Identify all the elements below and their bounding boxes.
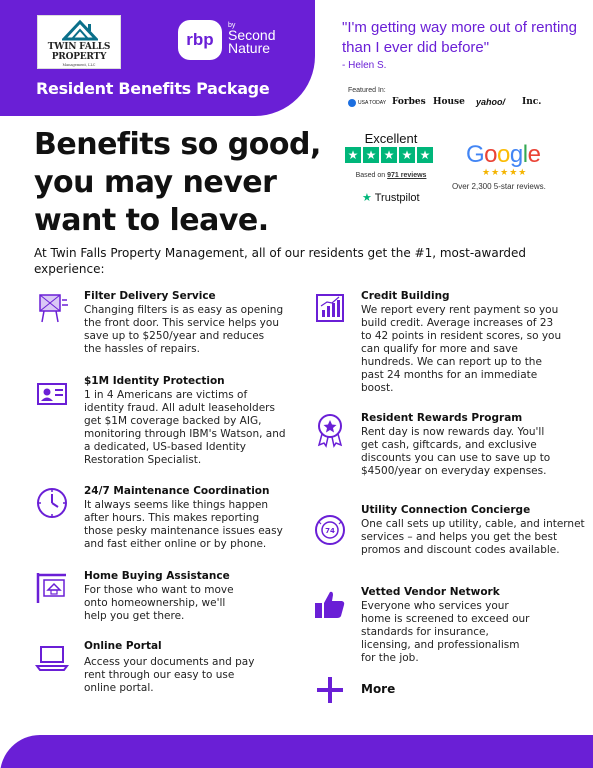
google-review-note: Over 2,300 5-star reviews.	[452, 182, 546, 191]
filter-box-icon	[34, 290, 70, 326]
logo-text-line3: Management, LLC	[62, 63, 96, 67]
benefit-title: Home Buying Assistance	[84, 570, 230, 582]
benefit-maintenance	[34, 485, 289, 565]
benefit-title: Online Portal	[84, 640, 162, 652]
svg-text:74: 74	[325, 527, 335, 535]
partner-name: Second Nature	[228, 27, 276, 56]
benefit-desc: Rent day is now rewards day. You'll get cash, giftcards, and exclusive discounts you can use to save up to $4500/year on everyday expenses.	[361, 426, 551, 477]
trustpilot-star-icon: ★	[362, 192, 372, 204]
home-sign-icon	[34, 570, 70, 606]
thumbs-up-icon	[312, 586, 348, 622]
benefit-title: $1M Identity Protection	[84, 375, 225, 387]
benefit-desc: It always seems like things happen after hours. This makes reporting those pesky maintenance issues easy and fast either online or by phone.	[84, 499, 283, 550]
featured-in-label: Featured In:	[348, 87, 386, 94]
star-icon: ★	[363, 147, 379, 163]
star-icon: ★	[345, 147, 361, 163]
benefit-title: Credit Building	[361, 290, 450, 302]
benefit-desc: For those who want to move onto homeownership, we'll help you get there.	[84, 584, 234, 622]
footer-band	[0, 735, 593, 768]
yahoo-logo: yahoo/	[476, 97, 506, 107]
trustpilot-stars	[345, 147, 433, 163]
logo-text-line1: TWIN FALLS	[47, 42, 111, 52]
forbes-logo: Forbes	[392, 97, 426, 107]
google-logo: Google	[466, 141, 541, 168]
trustpilot-review-count: Based on 971 reviews	[355, 172, 427, 179]
award-ribbon-icon	[312, 412, 348, 448]
star-icon: ★	[417, 147, 433, 163]
id-card-icon	[34, 375, 70, 411]
benefit-desc: We report every rent payment so you build credit. Average increases of 23 to 42 points in resident scores, so you can qualify for more and save hundreds. We can report up to the past 24 months for an immediate boost.	[361, 304, 562, 394]
package-title: Resident Benefits Package	[36, 79, 270, 98]
house-roof-icon	[62, 19, 98, 41]
hero-headline: Benefits so good, you may never want to leave.	[34, 127, 321, 238]
trustpilot-rating-word: Excellent	[364, 131, 418, 146]
partner-by: by	[228, 22, 236, 29]
inc-logo: Inc.	[522, 97, 542, 107]
star-icon: ★	[399, 147, 415, 163]
benefit-credit-building	[312, 290, 572, 410]
benefit-title: Utility Connection Concierge	[361, 504, 531, 516]
benefit-vendor-network	[312, 586, 572, 666]
benefit-identity-protection	[34, 375, 289, 475]
testimonial-quote: "I'm getting way more out of renting than I ever did before"	[342, 19, 577, 56]
star-icon: ★	[381, 147, 397, 163]
benefit-title: Filter Delivery Service	[84, 290, 216, 302]
benefit-more[interactable]	[312, 672, 432, 708]
company-logo	[37, 15, 121, 69]
benefit-title: 24/7 Maintenance Coordination	[84, 485, 270, 497]
benefit-desc: Changing filters is as easy as opening the front door. This service helps you save up to $250/year and reduces the hassles of repairs.	[84, 304, 284, 355]
intro-text: At Twin Falls Property Management, all of our residents get the #1, most-awarded experience:	[34, 246, 527, 276]
benefit-title: Vetted Vendor Network	[361, 586, 500, 598]
bar-chart-icon	[312, 290, 348, 326]
benefit-desc: 1 in 4 Americans are victims of identity fraud. All adult leaseholders get $1M coverage backed by AIG, monitoring through IBM's Watson, and a dedicated, US-based Identity Restoration Specialist.	[84, 389, 286, 466]
header-band	[0, 0, 315, 116]
benefit-filter-delivery	[34, 290, 284, 370]
benefit-desc: Access your documents and pay rent through our easy to use online portal.	[84, 656, 255, 694]
benefit-rewards-program	[312, 412, 572, 497]
clock-icon	[34, 485, 70, 521]
trustpilot-logo: ★ Trustpilot	[362, 192, 420, 204]
google-stars: ★★★★★	[482, 168, 528, 178]
plus-icon	[312, 672, 348, 708]
benefit-desc: One call sets up utility, cable, and internet services – and helps you get the best promos and discount codes available.	[361, 518, 585, 556]
benefit-home-buying	[34, 570, 289, 630]
benefit-desc: Everyone who services your home is screened to exceed our standards for insurance, licensing, and professionalism for the job.	[361, 600, 530, 664]
thermostat-icon	[312, 512, 348, 548]
usatoday-logo: USA TODAY	[348, 99, 386, 107]
house-logo: House	[433, 97, 465, 107]
more-label: More	[361, 682, 396, 696]
benefit-online-portal	[34, 640, 289, 700]
rbp-logo: rbp	[178, 20, 222, 60]
benefit-utility-concierge	[312, 504, 585, 579]
benefit-title: Resident Rewards Program	[361, 412, 523, 424]
logo-text-line2: PROPERTY	[51, 52, 107, 62]
testimonial-author: - Helen S.	[342, 60, 387, 71]
laptop-icon	[34, 640, 70, 676]
